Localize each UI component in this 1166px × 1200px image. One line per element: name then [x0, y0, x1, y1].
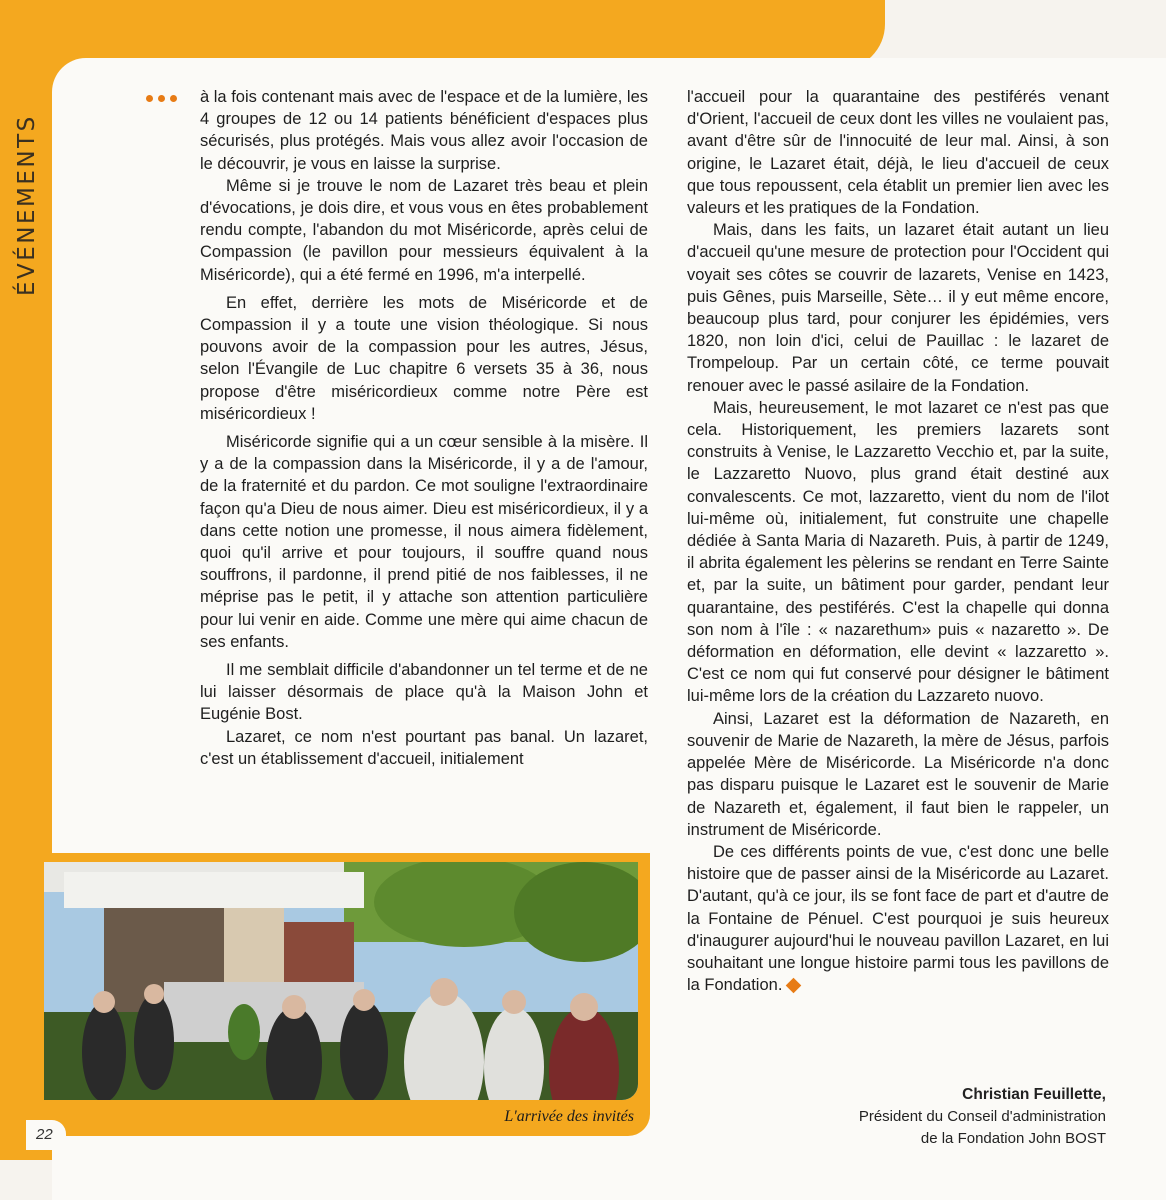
paragraph: l'accueil pour la quarantaine des pestiférés venant d'Orient, l'accueil de ceux dont les villes ne voulaient pas, avant d'être sûr de l'innocuité de leur mal. Ainsi, à son origine, le Lazaret était, déjà, le lieu d'accueil de ceux que tous repoussent, cela établit un premier lien avec les valeurs et les pratiques de la Fondation. — [687, 88, 1109, 218]
signature-name: Christian Feuillette, — [962, 1086, 1106, 1103]
paragraph: En effet, derrière les mots de Miséricorde et de Compassion il y a toute une vision théologique. Si nous pouvons avoir de la compassion pour les autres, Jésus, selon l'Évangile de Luc chapitre 6 versets 35 à 36, nous propose d'être miséricordieux comme notre Père est miséricordieux ! — [200, 293, 648, 423]
section-label — [14, 66, 42, 296]
paragraph: Miséricorde signifie qui a un cœur sensible à la misère. Il y a de la compassion dans la Miséricorde, il y a de l'amour, de la fraternité et du pardon. Ce mot souligne l'extraordinaire façon qu'a Dieu de nous aimer. Dieu est miséricordieux, il y a dans cette notion une promesse, il nous aimera fidèlement, quoi qu'il arrive et pour toujours, il souffre quand nous souffrons, il pardonne, il prend pitié de nos faiblesses, il ne méprise pas le petit, il y attache son attention particulière pour lui venir en aide. Comme une mère qui aime chacun de ses enfants. — [200, 433, 648, 651]
paragraph: à la fois contenant mais avec de l'espace et de la lumière, les 4 groupes de 12 ou 14 patients bénéficient d'espaces plus sécurisés, plus protégés. Mais vous allez avoir l'occasion de le découvrir, je vous en laisse la surprise. — [200, 88, 648, 173]
paragraph: Mais, heureusement, le mot lazaret ce n'est pas que cela. Historiquement, les premiers lazarets sont construits à Venise, le Lazzaretto Vecchio et, par la suite, le Lazzaretto Nuovo, plus grand était destiné aux convalescents. Ce mot, lazzaretto, vient du nom de l'ilot lui-même où, initialement, fut construite une chapelle dédiée à Santa Maria di Nazareth. Puis, à partir de 1249, il abrita également les pèlerins se rendant en Terre Sainte et, par la suite, un bâtiment pour garder, pendant leur quarantaine, des pestiférés. C'est la chapelle qui donna son nom à l'île : « nazarethum» puis « nazaretto ». De déformation en déformation, elle devint « lazzaretto ». C'est ce nom qui fut conservé pour désigner le bâtiment lui-même lors de la création du Lazzareto nuovo. — [687, 398, 1109, 706]
end-diamond-icon — [786, 978, 802, 994]
paragraph: Lazaret, ce nom n'est pourtant pas banal. Un lazaret, c'est un établissement d'accueil, initialement — [200, 727, 648, 768]
photo-illustration — [44, 862, 638, 1100]
signature-title: Président du Conseil d'administration — [858, 1108, 1106, 1125]
right-column — [687, 86, 1109, 996]
paragraph: Il me semblait difficile d'abandonner un tel terme et de ne lui laisser désormais de place qu'à la Maison John et Eugénie Bost. — [200, 661, 648, 724]
event-photo — [44, 862, 638, 1100]
page-number-tab — [26, 1120, 66, 1150]
paragraph: Mais, dans les faits, un lazaret était autant un lieu d'accueil qu'une mesure de protection pour l'Occident qui voyait ses côtes se couvrir de lazarets, Venise en 1423, puis Gênes, puis Marseille, Sète… il y eut même encore, beaucoup plus tard, pour conjurer les épidémies, vers 1820, non loin d'ici, celui de Pauillac : le lazaret de Trompeloup. Par un certain côté, ce terme pouvait renouer avec le passé asilaire de la Fondation. — [687, 221, 1109, 395]
signature-org: de la Fondation John BOST — [920, 1130, 1106, 1147]
bullet-dots-icon — [146, 89, 182, 107]
section-label-text: ÉVÉNEMENTS — [14, 114, 40, 296]
page-number: 22 — [36, 1126, 53, 1143]
paragraph-text: De ces différents points de vue, c'est donc une belle histoire que de passer ainsi de la Miséricorde au Lazaret. D'autant, qu'à ce jour, ils se font face de part et d'autre de la Fontaine de Pénuel. C'est pourquoi je suis heureux d'inaugurer aujourd'hui le nouveau pavillon Lazaret, en lui souhaitant une longue histoire parmi tous les pavillons de la Fondation. — [687, 842, 1109, 995]
photo-caption: L'arrivée des invités — [504, 1108, 634, 1125]
paragraph-final — [687, 841, 1109, 996]
paragraph: Ainsi, Lazaret est la déformation de Nazareth, en souvenir de Marie de Nazareth, la mère de Jésus, parfois appelée Mère de Miséricorde. La Miséricorde n'a donc pas disparu puisque le Lazaret est le souvenir de Marie de Nazareth et, également, il faut bien le rappeler, un instrument de Miséricorde. — [687, 709, 1109, 839]
paragraph: Même si je trouve le nom de Lazaret très beau et plein d'évocations, je dois dire, et vous vous en êtes probablement rendu compte, l'abandon du mot Miséricorde, après celui de Compassion (le pavillon pour messieurs équivalent à la Miséricorde), qui a été fermé en 1996, m'a interpellé. — [200, 176, 648, 284]
left-column — [200, 86, 648, 770]
